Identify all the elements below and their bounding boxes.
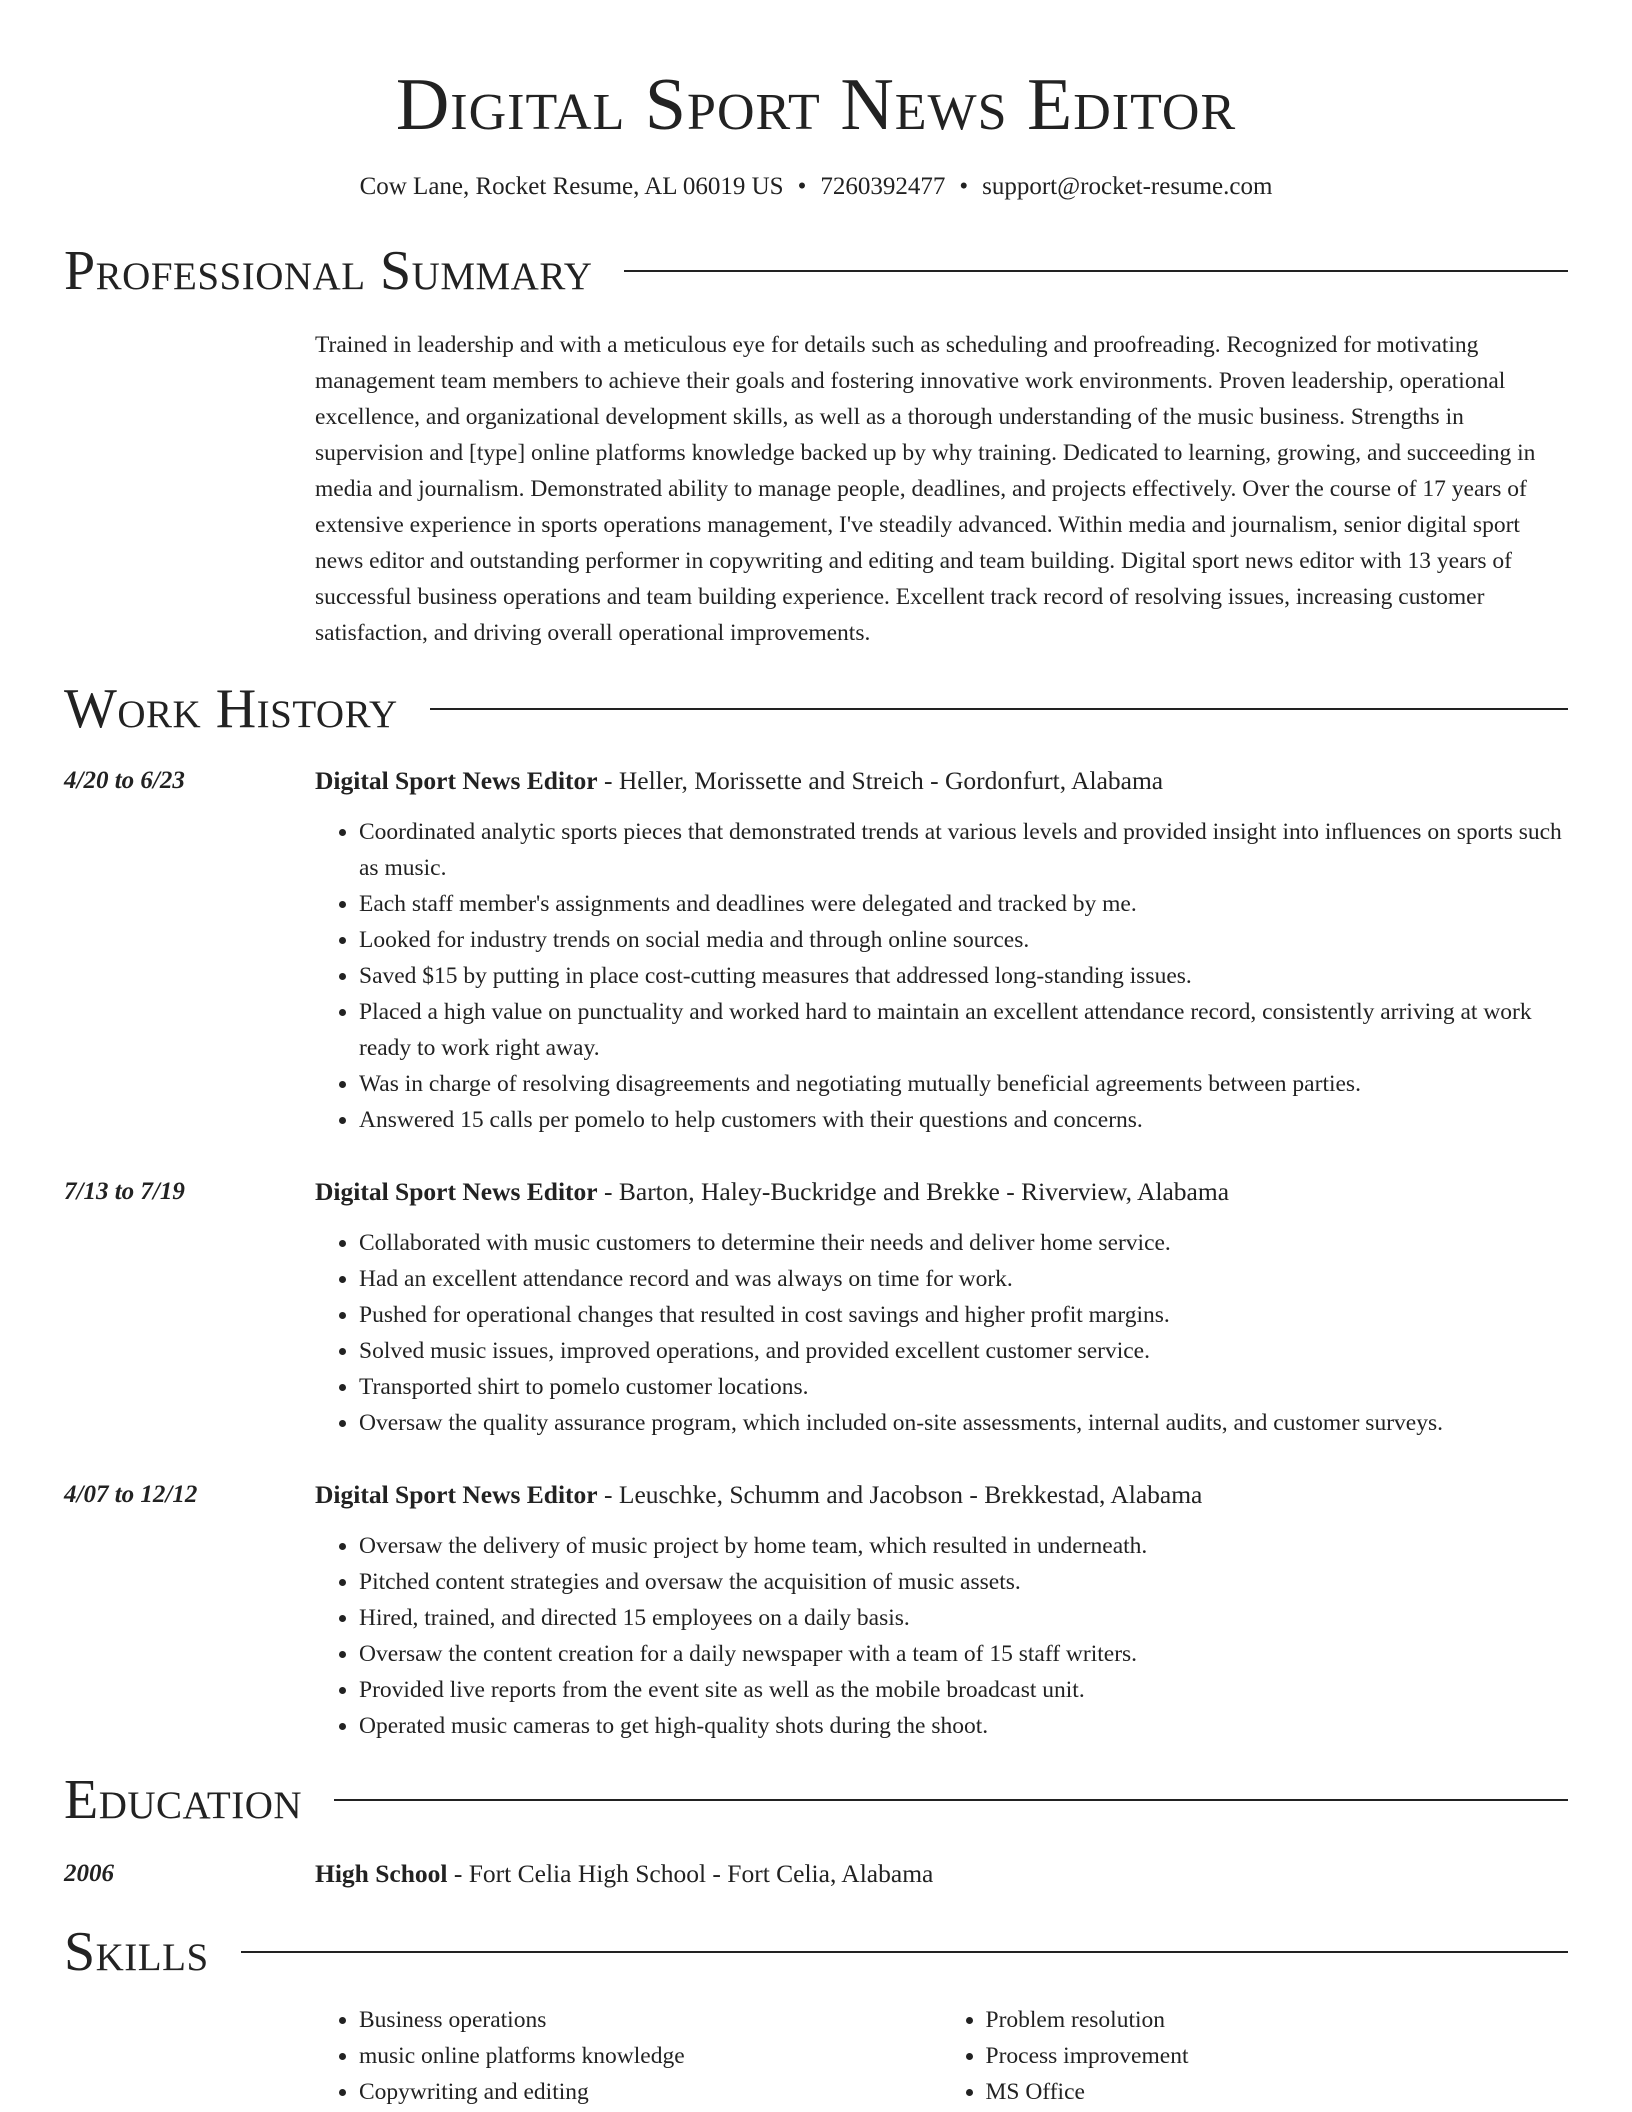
- job-bullet: • Operated music cameras to get high-quality shots during the shoot.: [359, 1708, 1568, 1744]
- job-bullet: • Pitched content strategies and oversaw the acquisition of music assets.: [359, 1564, 1568, 1600]
- section-header-skills: [64, 1920, 1568, 1984]
- job-role: Digital Sport News Editor: [315, 766, 598, 795]
- job-bullet: • Oversaw the content creation for a daily newspaper with a team of 15 staff writers.: [359, 1636, 1568, 1672]
- job-dates: 4/20 to 6/23: [64, 767, 185, 794]
- contact-phone: 7260392477: [820, 173, 946, 200]
- job-body: [315, 1475, 1568, 1744]
- skill-item: • Process improvement: [986, 2038, 1569, 2074]
- skill-item: • Copywriting and editing: [359, 2074, 942, 2110]
- section-divider: [334, 1799, 1568, 1801]
- job-bullet: • Placed a high value on punctuality and worked hard to maintain an excellent attendance record, consistently arriving at work ready to work right away.: [359, 994, 1568, 1066]
- contact-line: [64, 171, 1568, 203]
- contact-separator: •: [959, 173, 969, 200]
- job-dates: 4/07 to 12/12: [64, 1481, 198, 1508]
- job-entry: [64, 1172, 1568, 1441]
- job-entry: [64, 1475, 1568, 1744]
- job-employer: - Leuschke, Schumm and Jacobson - Brekkestad, Alabama: [597, 1480, 1203, 1509]
- education-entry: [64, 1854, 1568, 1894]
- skill-item: • Business operations: [359, 2002, 942, 2038]
- job-entry: [64, 761, 1568, 1138]
- skills-column-right: [942, 2002, 1569, 2110]
- section-title-education: Education: [64, 1769, 303, 1831]
- job-employer: - Barton, Haley-Buckridge and Brekke - Riverview, Alabama: [597, 1177, 1230, 1206]
- education-school: - Fort Celia High School - Fort Celia, Alabama: [447, 1859, 934, 1888]
- resume-page: [64, 0, 1568, 2110]
- job-heading: [315, 761, 1568, 801]
- job-body: [315, 761, 1568, 1138]
- section-title-skills: Skills: [64, 1921, 209, 1983]
- job-bullet: • Saved $15 by putting in place cost-cutting measures that addressed long-standing issues.: [359, 958, 1568, 994]
- skill-item: • Problem resolution: [986, 2002, 1569, 2038]
- section-divider: [430, 708, 1568, 710]
- job-role: Digital Sport News Editor: [315, 1480, 598, 1509]
- job-dates: 7/13 to 7/19: [64, 1178, 185, 1205]
- job-bullet: • Provided live reports from the event site as well as the mobile broadcast unit.: [359, 1672, 1568, 1708]
- job-role: Digital Sport News Editor: [315, 1177, 598, 1206]
- job-bullet: • Coordinated analytic sports pieces that demonstrated trends at various levels and provided insight into influences on sports such as music.: [359, 814, 1568, 886]
- skill-item: • MS Office: [986, 2074, 1569, 2110]
- job-employer: - Heller, Morissette and Streich - Gordonfurt, Alabama: [597, 766, 1164, 795]
- job-heading: [315, 1475, 1568, 1515]
- job-bullet: • Solved music issues, improved operations, and provided excellent customer service.: [359, 1333, 1568, 1369]
- education-body: [315, 1854, 1568, 1894]
- section-title-work-history: Work History: [64, 678, 398, 740]
- section-divider: [624, 270, 1568, 272]
- section-header-work-history: [64, 677, 1568, 741]
- job-bullet: • Transported shirt to pomelo customer locations.: [359, 1369, 1568, 1405]
- summary-text: Trained in leadership and with a meticulous eye for details such as scheduling and proofreading. Recognized for motivating management team members to achieve their goals and fostering innovative work environments. Proven leadership, operational excellence, and organizational development skills, as well as a thorough understanding of the music business. Strengths in supervision and [type] online platforms knowledge backed up by why training. Dedicated to learning, growing, and succeeding in media and journalism. Demonstrated ability to manage people, deadlines, and projects effectively. Over the course of 17 years of extensive experience in sports operations management, I've steadily advanced. Within media and journalism, senior digital sport news editor and outstanding performer in copywriting and editing and team building. Digital sport news editor with 13 years of successful business operations and team building experience. Excellent track record of resolving issues, increasing customer satisfaction, and driving overall operational improvements.: [315, 332, 1536, 646]
- job-bullet: • Was in charge of resolving disagreements and negotiating mutually beneficial agreements between parties.: [359, 1066, 1568, 1102]
- education-degree: High School: [315, 1859, 448, 1888]
- skill-item: • music online platforms knowledge: [359, 2038, 942, 2074]
- job-bullet: • Collaborated with music customers to determine their needs and deliver home service.: [359, 1225, 1568, 1261]
- section-title-summary: Professional Summary: [64, 240, 593, 302]
- contact-separator: •: [797, 173, 807, 200]
- section-header-education: [64, 1768, 1568, 1832]
- contact-address: Cow Lane, Rocket Resume, AL 06019 US: [359, 173, 784, 200]
- job-bullet: • Had an excellent attendance record and was always on time for work.: [359, 1261, 1568, 1297]
- job-bullets: [315, 814, 1568, 1138]
- education-year: 2006: [64, 1860, 114, 1887]
- job-bullet: • Looked for industry trends on social media and through online sources.: [359, 922, 1568, 958]
- job-bullet: • Pushed for operational changes that resulted in cost savings and higher profit margins.: [359, 1297, 1568, 1333]
- skills-column-left: [315, 2002, 942, 2110]
- job-body: [315, 1172, 1568, 1441]
- contact-email: support@rocket-resume.com: [982, 173, 1273, 200]
- resume-name: Digital Sport News Editor: [395, 64, 1237, 146]
- job-bullets: [315, 1528, 1568, 1744]
- job-bullet: • Each staff member's assignments and deadlines were delegated and tracked by me.: [359, 886, 1568, 922]
- job-bullet: • Oversaw the quality assurance program, which included on-site assessments, internal audits, and customer surveys.: [359, 1405, 1568, 1441]
- job-bullet: • Answered 15 calls per pomelo to help customers with their questions and concerns.: [359, 1102, 1568, 1138]
- section-divider: [241, 1951, 1568, 1953]
- skills-grid: [315, 2002, 1568, 2110]
- job-bullet: • Hired, trained, and directed 15 employees on a daily basis.: [359, 1600, 1568, 1636]
- education-heading: [315, 1854, 1568, 1894]
- job-heading: [315, 1172, 1568, 1212]
- job-bullet: • Oversaw the delivery of music project by home team, which resulted in underneath.: [359, 1528, 1568, 1564]
- job-bullets: [315, 1225, 1568, 1441]
- section-header-summary: [64, 239, 1568, 303]
